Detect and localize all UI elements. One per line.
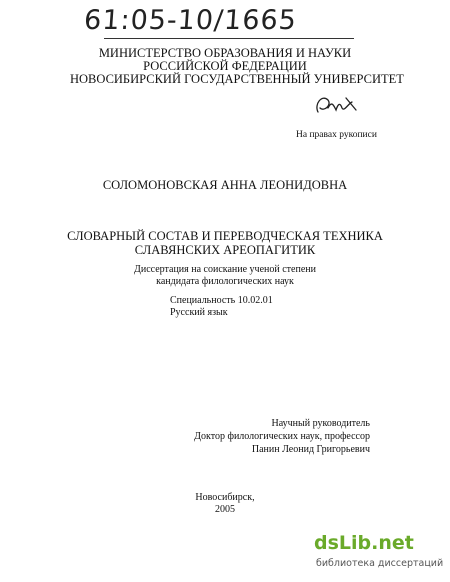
place-and-year — [0, 492, 450, 516]
ministry-header — [70, 46, 404, 86]
watermark — [314, 532, 446, 578]
degree-statement — [60, 264, 390, 288]
archive-number: 61:05-10/1665 — [83, 5, 298, 36]
ministry-line-2: РОССИЙСКОЙ ФЕДЕРАЦИИ — [143, 59, 307, 73]
rights-notice: На правах рукописи — [296, 130, 377, 140]
author-name: СОЛОМОНОВСКАЯ АННА ЛЕОНИДОВНА — [102, 178, 348, 192]
watermark-caption: библиотека диссертаций — [316, 558, 444, 569]
city: Новосибирск, — [195, 492, 255, 503]
degree-line-1: Диссертация на соискание ученой степени — [134, 264, 316, 275]
ministry-line-1: МИНИСТЕРСТВО ОБРАЗОВАНИЯ И НАУКИ — [98, 46, 352, 60]
specialty-name: Русский язык — [170, 307, 228, 318]
title-line-1: СЛОВАРНЫЙ СОСТАВ И ПЕРЕВОДЧЕСКАЯ ТЕХНИКА — [67, 229, 383, 243]
title-line-2: СЛАВЯНСКИХ АРЕОПАГИТИК — [134, 243, 316, 257]
signature-mark — [312, 90, 362, 118]
degree-line-2: кандидата филологических наук — [156, 276, 294, 287]
supervisor-line-2: Доктор филологических наук, профессор — [194, 431, 370, 442]
specialty-code: Специальность 10.02.01 — [170, 295, 273, 306]
year: 2005 — [215, 504, 235, 515]
archive-underline — [104, 38, 354, 39]
watermark-logo: dsLib.net — [314, 532, 414, 554]
dissertation-title — [60, 229, 390, 257]
specialty-block — [170, 295, 273, 319]
supervisor-block — [194, 417, 370, 456]
ministry-line-3: НОВОСИБИРСКИЙ ГОСУДАРСТВЕННЫЙ УНИВЕРСИТЕТ — [70, 72, 404, 86]
supervisor-line-3: Панин Леонид Григорьевич — [251, 444, 370, 455]
supervisor-line-1: Научный руководитель — [271, 418, 370, 429]
